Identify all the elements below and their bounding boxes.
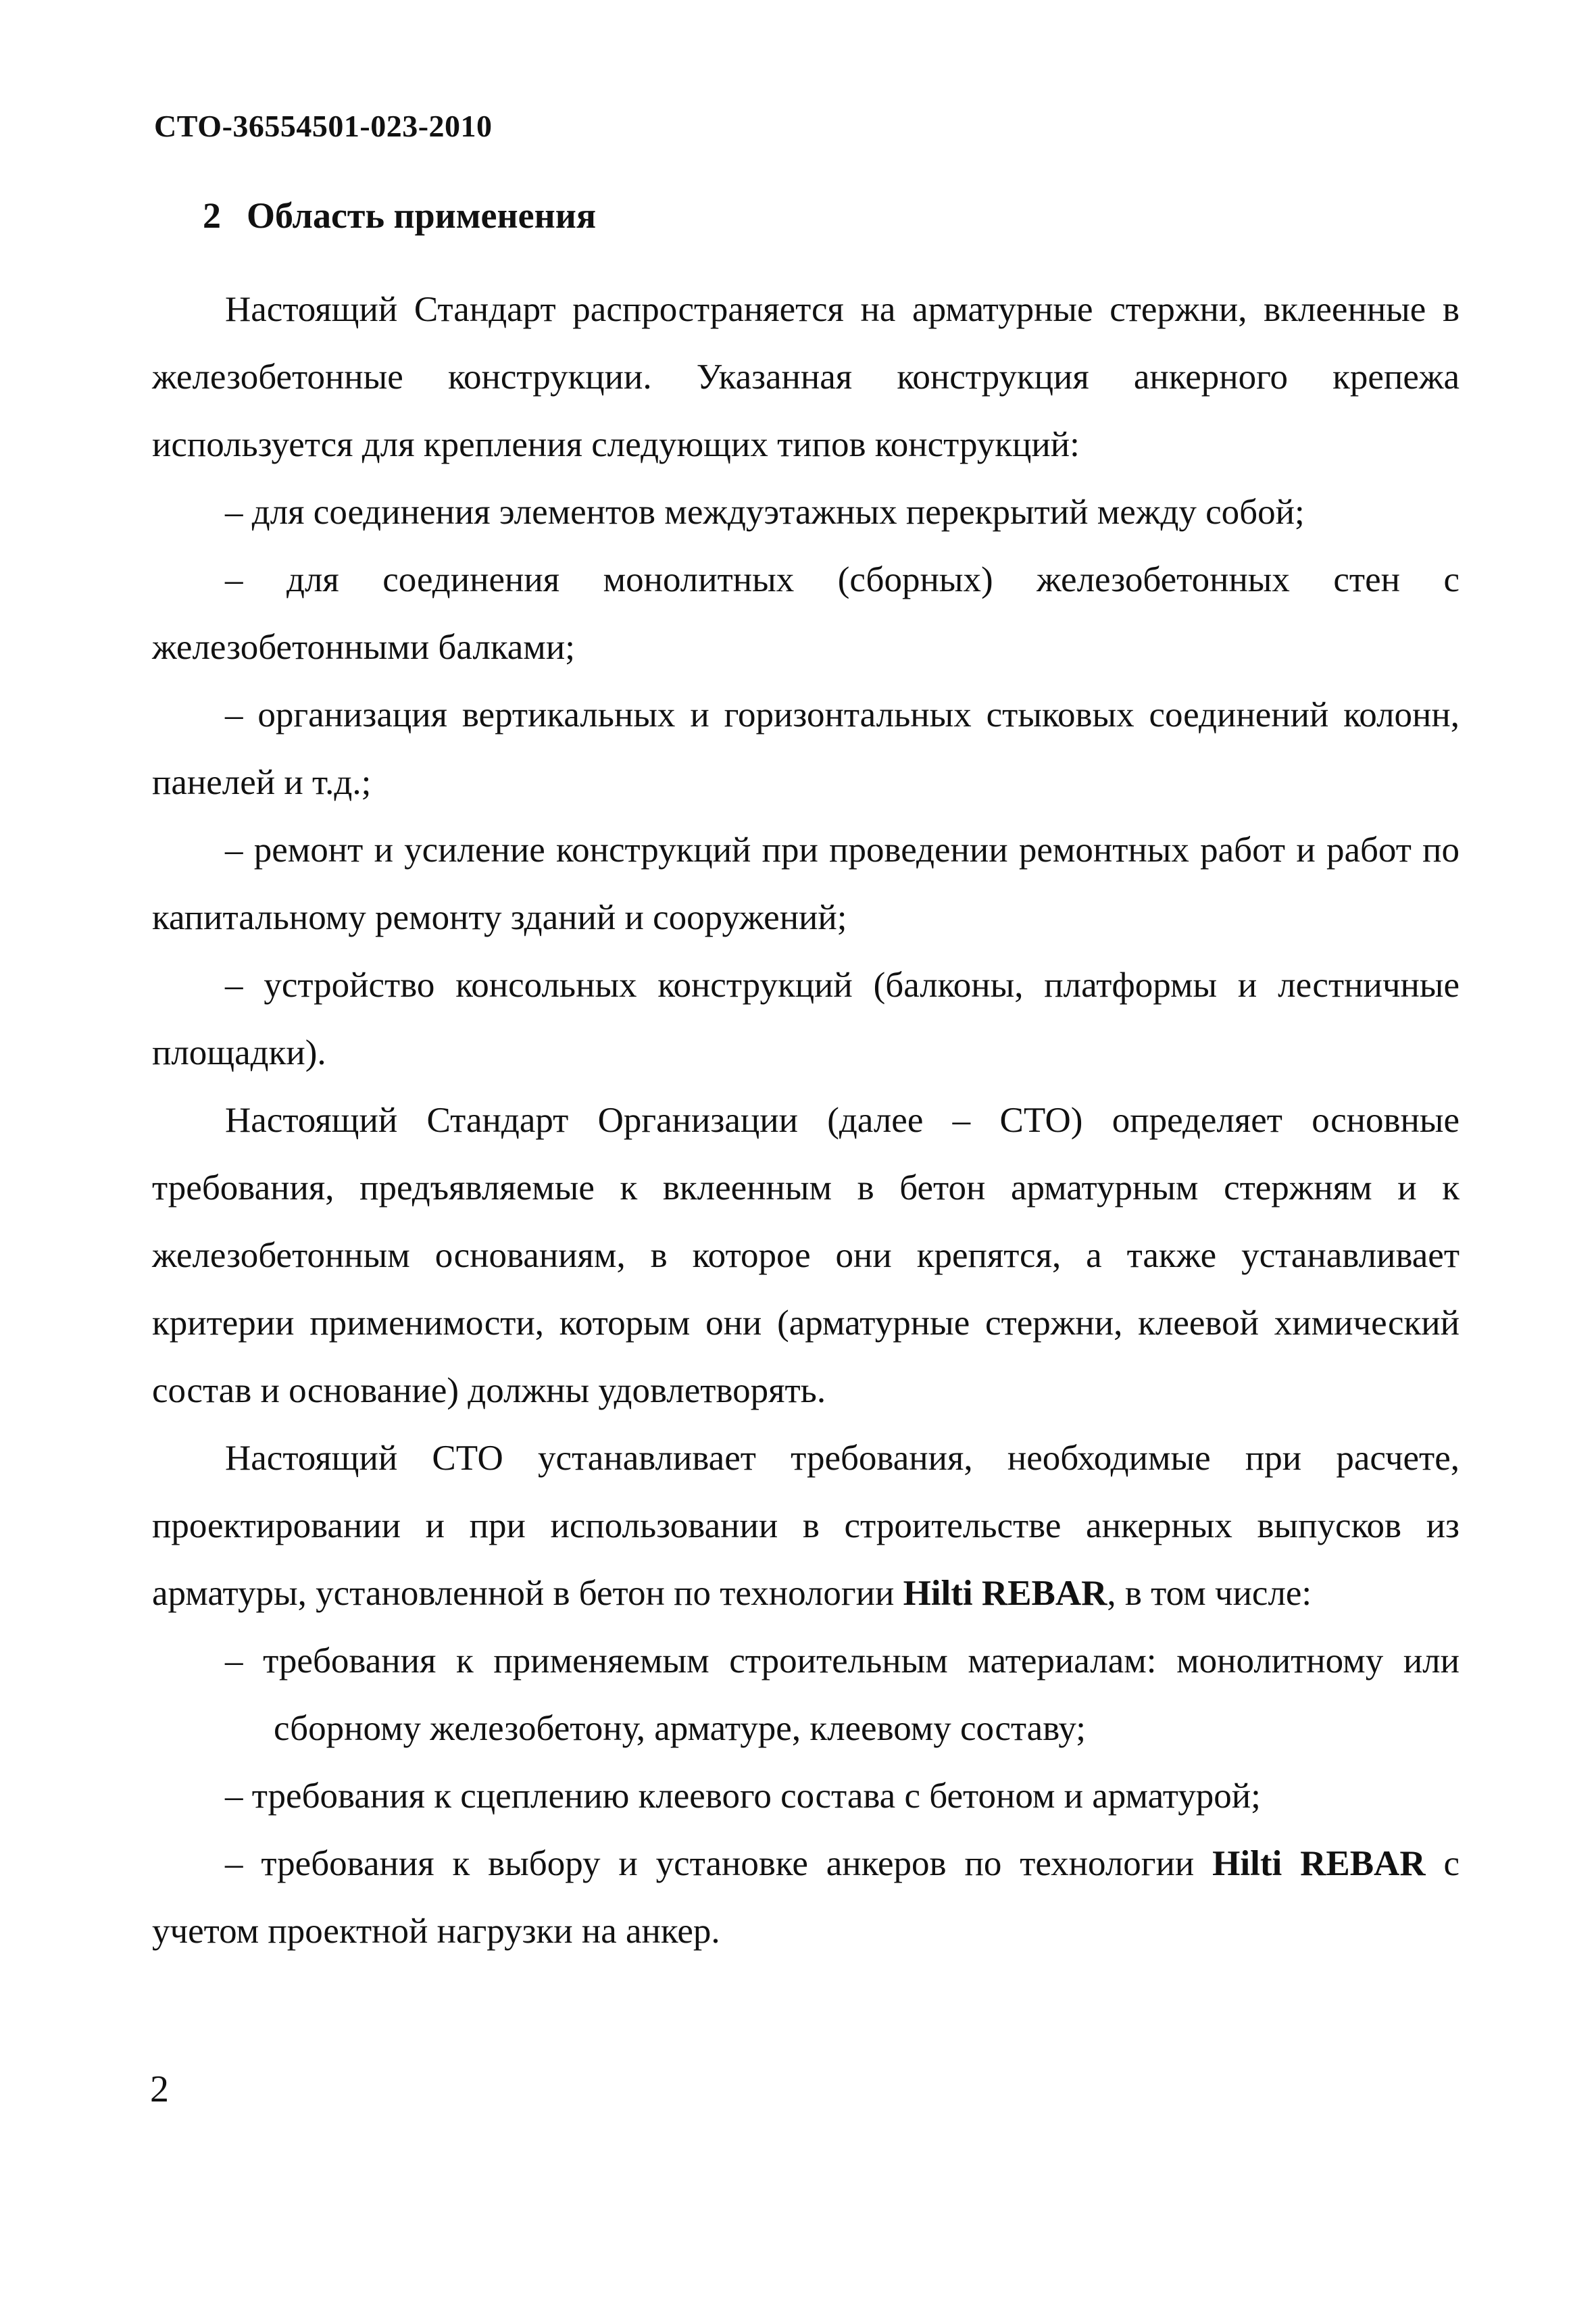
list-item-use: – ремонт и усиление конструкций при проведении ремонтных работ и работ по капитальному ремонту зданий и сооружений; (152, 830, 1460, 937)
paragraph-sto-sets-text: Настоящий СТО устанавливает требования, необходимые при расчете, проектировании и при использовании в строительстве анкерных выпусков из арматуры, установленной в бетон по технологии (152, 1439, 1460, 1613)
list-item-requirement (152, 1830, 1460, 1965)
paragraph-sto-defines: Настоящий Стандарт Организации (далее – СТО) определяет основные требования, предъявляемые к вклеенным в бетон арматурным стержням и к железобетонным основаниям, в которое они крепятся, а также устанавливает критерии применимости, которым они (арматурные стержни, клеевой химический состав и основание) должны удовлетворять. (152, 1101, 1460, 1410)
list-item-requirement: – требования к сцеплению клеевого состава с бетоном и арматурой; (225, 1776, 1261, 1816)
list-item-requirement: – требования к применяемым строительным материалам: монолитному или сборному железобетону, арматуре, клеевому составу; (225, 1641, 1460, 1748)
list-item-use: – для соединения элементов междуэтажных перекрытий между собой; (225, 493, 1305, 532)
paragraph-sto-sets-tail: , в том числе: (1107, 1574, 1312, 1613)
requirement-text: – требования к выбору и установке анкеров по технологии (225, 1844, 1213, 1883)
technology-name: Hilti REBAR (1212, 1844, 1426, 1883)
paragraph-intro: Настоящий Стандарт распространяется на арматурные стержни, вклеенные в железобетонные конструкции. Указанная конструкция анкерного крепежа используется для крепления следующих типов конструкций: (152, 290, 1460, 464)
body-text (152, 276, 1460, 1965)
section-number: 2 (203, 195, 221, 236)
technology-name: Hilti REBAR (903, 1574, 1107, 1613)
page-number: 2 (150, 2068, 169, 2110)
document-code: СТО-36554501-023-2010 (154, 109, 493, 143)
list-item-use: – устройство консольных конструкций (балконы, платформы и лестничные площадки). (152, 966, 1460, 1072)
section-title: Область применения (247, 195, 597, 236)
paragraph-sto-sets (152, 1424, 1460, 1627)
list-item-use: – для соединения монолитных (сборных) железобетонных стен с железобетонными балками; (152, 560, 1460, 667)
list-item-use: – организация вертикальных и горизонтальных стыковых соединений колонн, панелей и т.д.; (152, 695, 1460, 802)
requirement-tail: с учетом проектной нагрузки на анкер. (152, 1844, 1460, 1951)
section-heading (203, 195, 596, 237)
